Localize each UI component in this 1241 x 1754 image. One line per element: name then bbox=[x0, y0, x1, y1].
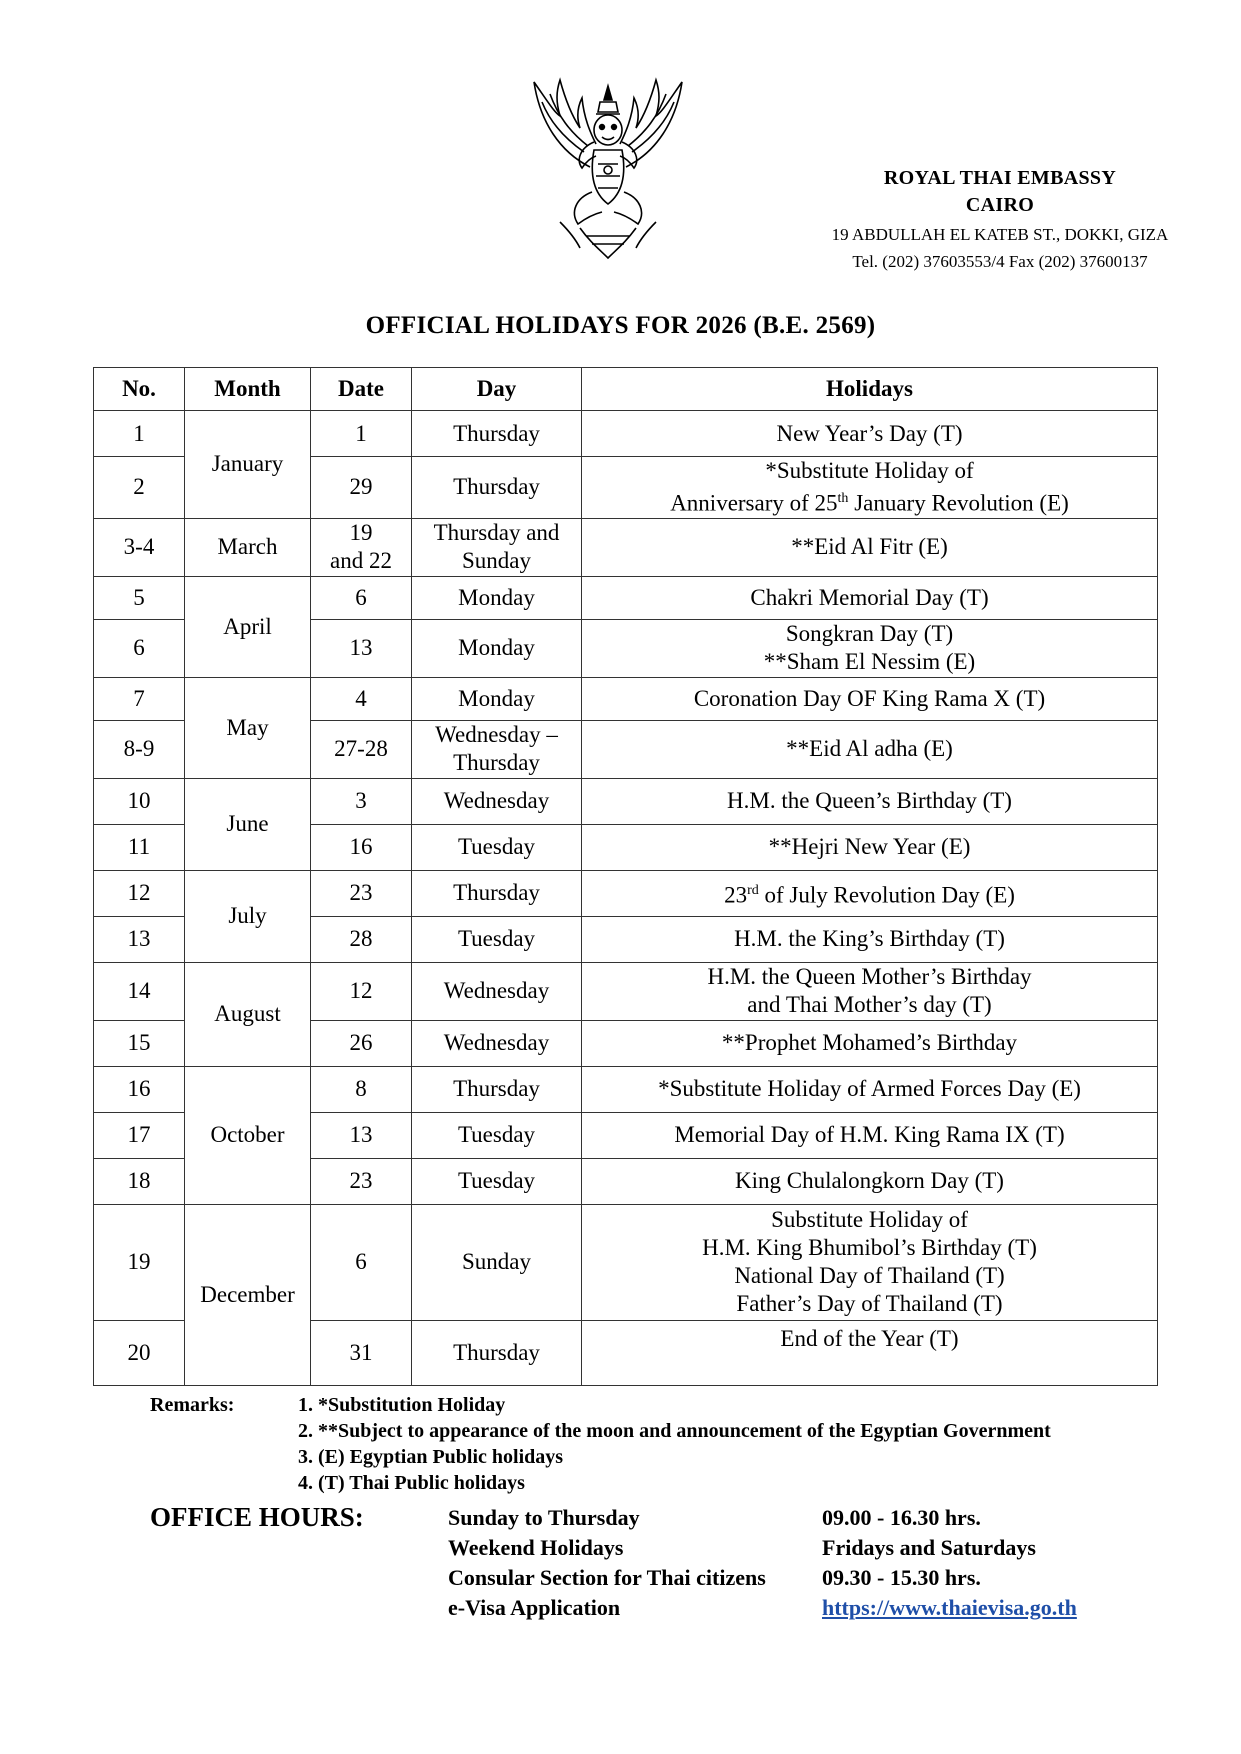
cell-month: January bbox=[185, 411, 311, 519]
ordinal-suffix: th bbox=[837, 491, 849, 506]
cell-day: Sunday bbox=[412, 1204, 582, 1320]
cell-day: Wednesday bbox=[412, 962, 582, 1020]
table-row bbox=[94, 1204, 1158, 1320]
cell-day: Wednesday bbox=[412, 778, 582, 824]
remark-item: 1. *Substitution Holiday bbox=[298, 1394, 506, 1416]
cell-month: December bbox=[185, 1204, 311, 1385]
cell-date: 26 bbox=[311, 1020, 412, 1066]
cell-holiday: *Substitute Holiday of Armed Forces Day (E) bbox=[582, 1066, 1158, 1112]
holiday-text: January Revolution (E) bbox=[848, 490, 1069, 516]
cell-no: 13 bbox=[94, 916, 185, 962]
embassy-city: CAIRO bbox=[965, 194, 1035, 216]
cell-date: 4 bbox=[311, 677, 412, 720]
day-line: Thursday bbox=[453, 750, 540, 776]
cell-month: August bbox=[185, 962, 311, 1066]
cell-day bbox=[412, 518, 582, 576]
table-row bbox=[94, 962, 1158, 1020]
ordinal-suffix: rd bbox=[747, 882, 759, 898]
holiday-line: *Substitute Holiday of bbox=[765, 458, 974, 483]
cell-day: Tuesday bbox=[412, 1158, 582, 1204]
embassy-header bbox=[780, 165, 1220, 273]
column-header-day: Day bbox=[412, 368, 582, 411]
cell-date: 28 bbox=[311, 916, 412, 962]
cell-holiday: Chakri Memorial Day (T) bbox=[582, 576, 1158, 619]
cell-holiday: H.M. the King’s Birthday (T) bbox=[582, 916, 1158, 962]
cell-month: May bbox=[185, 677, 311, 778]
cell-no: 14 bbox=[94, 962, 185, 1020]
cell-holiday bbox=[582, 870, 1158, 916]
cell-holiday: **Eid Al Fitr (E) bbox=[582, 518, 1158, 576]
holiday-line: Songkran Day (T) bbox=[785, 621, 954, 647]
cell-no: 17 bbox=[94, 1112, 185, 1158]
table-row bbox=[94, 677, 1158, 720]
cell-no: 10 bbox=[94, 778, 185, 824]
cell-no: 7 bbox=[94, 677, 185, 720]
cell-date: 6 bbox=[311, 1204, 412, 1320]
evisa-link[interactable]: https://www.thaievisa.go.th bbox=[822, 1595, 1077, 1620]
embassy-name: ROYAL THAI EMBASSY bbox=[883, 167, 1117, 189]
remark-item: 4. (T) Thai Public holidays bbox=[298, 1472, 525, 1494]
holiday-text: 23 bbox=[724, 882, 748, 908]
column-header-month: Month bbox=[185, 368, 311, 411]
cell-holiday: H.M. the Queen’s Birthday (T) bbox=[582, 778, 1158, 824]
cell-date: 12 bbox=[311, 962, 412, 1020]
holiday-text: Anniversary of 25 bbox=[670, 490, 838, 516]
table-row bbox=[94, 576, 1158, 619]
cell-date: 31 bbox=[311, 1320, 412, 1385]
holiday-line bbox=[586, 485, 1153, 518]
cell-no: 16 bbox=[94, 1066, 185, 1112]
cell-month: July bbox=[185, 870, 311, 962]
office-hours-label: OFFICE HOURS: bbox=[150, 1502, 364, 1532]
cell-date: 3 bbox=[311, 778, 412, 824]
holiday-line: Father’s Day of Thailand (T) bbox=[736, 1291, 1003, 1317]
holidays-table bbox=[93, 367, 1158, 1386]
holiday-line: **Sham El Nessim (E) bbox=[763, 649, 976, 675]
cell-holiday: **Hejri New Year (E) bbox=[582, 824, 1158, 870]
embassy-contact: Tel. (202) 37603553/4 Fax (202) 37600137 bbox=[852, 252, 1148, 271]
cell-date: 27-28 bbox=[311, 720, 412, 778]
cell-day: Monday bbox=[412, 576, 582, 619]
holiday-line: Substitute Holiday of bbox=[771, 1207, 968, 1233]
cell-date: 1 bbox=[311, 411, 412, 457]
cell-no: 12 bbox=[94, 870, 185, 916]
column-header-no: No. bbox=[94, 368, 185, 411]
cell-day: Wednesday bbox=[412, 1020, 582, 1066]
cell-day bbox=[412, 720, 582, 778]
cell-holiday: King Chulalongkorn Day (T) bbox=[582, 1158, 1158, 1204]
column-header-holidays: Holidays bbox=[582, 368, 1158, 411]
remarks-label: Remarks: bbox=[150, 1394, 235, 1416]
cell-date: 13 bbox=[311, 619, 412, 677]
cell-day: Thursday bbox=[412, 411, 582, 457]
remark-item: 3. (E) Egyptian Public holidays bbox=[298, 1446, 564, 1468]
office-hours-value: 09.00 - 16.30 hrs. bbox=[822, 1505, 981, 1530]
holiday-line: H.M. the Queen Mother’s Birthday bbox=[707, 964, 1032, 990]
day-line: Thursday and bbox=[433, 520, 560, 546]
office-hours-value: 09.30 - 15.30 hrs. bbox=[822, 1565, 981, 1590]
cell-date: 13 bbox=[311, 1112, 412, 1158]
cell-month: March bbox=[185, 518, 311, 576]
cell-holiday: End of the Year (T) bbox=[582, 1320, 1158, 1385]
garuda-emblem-icon bbox=[520, 72, 696, 262]
cell-no: 19 bbox=[94, 1204, 185, 1320]
cell-no: 20 bbox=[94, 1320, 185, 1385]
cell-month: June bbox=[185, 778, 311, 870]
table-row bbox=[94, 1066, 1158, 1112]
cell-month: April bbox=[185, 576, 311, 677]
holiday-line: H.M. King Bhumibol’s Birthday (T) bbox=[702, 1235, 1037, 1261]
remarks-list bbox=[298, 1392, 1051, 1496]
cell-holiday: Coronation Day OF King Rama X (T) bbox=[582, 677, 1158, 720]
table-row bbox=[94, 778, 1158, 824]
table-row bbox=[94, 411, 1158, 457]
page-title: OFFICIAL HOLIDAYS FOR 2026 (B.E. 2569) bbox=[365, 312, 876, 339]
cell-date: 23 bbox=[311, 1158, 412, 1204]
cell-holiday bbox=[582, 1204, 1158, 1320]
cell-no: 5 bbox=[94, 576, 185, 619]
cell-no: 8-9 bbox=[94, 720, 185, 778]
office-hours-key: Consular Section for Thai citizens bbox=[448, 1565, 766, 1590]
holiday-line: and Thai Mother’s day (T) bbox=[747, 992, 992, 1018]
office-hours-key: Sunday to Thursday bbox=[448, 1505, 640, 1530]
cell-date: 16 bbox=[311, 824, 412, 870]
cell-no: 1 bbox=[94, 411, 185, 457]
cell-day: Thursday bbox=[412, 870, 582, 916]
cell-no: 3-4 bbox=[94, 518, 185, 576]
cell-date: 8 bbox=[311, 1066, 412, 1112]
table-row bbox=[94, 870, 1158, 916]
day-line: Wednesday – bbox=[435, 722, 558, 748]
date-line: and 22 bbox=[330, 548, 392, 574]
cell-holiday bbox=[582, 962, 1158, 1020]
cell-day: Monday bbox=[412, 619, 582, 677]
date-line: 19 bbox=[349, 520, 373, 546]
cell-holiday bbox=[582, 619, 1158, 677]
holiday-line: National Day of Thailand (T) bbox=[734, 1263, 1005, 1289]
cell-holiday bbox=[582, 457, 1158, 519]
cell-holiday: Memorial Day of H.M. King Rama IX (T) bbox=[582, 1112, 1158, 1158]
cell-day: Monday bbox=[412, 677, 582, 720]
cell-no: 11 bbox=[94, 824, 185, 870]
day-line: Sunday bbox=[462, 548, 531, 574]
office-hours-value: Fridays and Saturdays bbox=[822, 1535, 1036, 1560]
cell-date: 29 bbox=[311, 457, 412, 519]
cell-day: Thursday bbox=[412, 1066, 582, 1112]
column-header-date: Date bbox=[311, 368, 412, 411]
cell-date: 23 bbox=[311, 870, 412, 916]
office-hours-key: Weekend Holidays bbox=[448, 1535, 624, 1560]
cell-no: 6 bbox=[94, 619, 185, 677]
holiday-text: of July Revolution Day (E) bbox=[758, 882, 1015, 908]
cell-holiday: New Year’s Day (T) bbox=[582, 411, 1158, 457]
cell-month: October bbox=[185, 1066, 311, 1204]
cell-holiday: **Eid Al adha (E) bbox=[582, 720, 1158, 778]
office-hours-key: e-Visa Application bbox=[448, 1595, 621, 1620]
embassy-address: 19 ABDULLAH EL KATEB ST., DOKKI, GIZA bbox=[831, 225, 1169, 244]
table-header-row bbox=[94, 368, 1158, 411]
table-row bbox=[94, 518, 1158, 576]
cell-no: 18 bbox=[94, 1158, 185, 1204]
remark-item: 2. **Subject to appearance of the moon and announcement of the Egyptian Government bbox=[298, 1420, 1051, 1442]
cell-date: 6 bbox=[311, 576, 412, 619]
cell-no: 15 bbox=[94, 1020, 185, 1066]
cell-no: 2 bbox=[94, 457, 185, 519]
cell-day: Tuesday bbox=[412, 1112, 582, 1158]
cell-day: Tuesday bbox=[412, 916, 582, 962]
evisa-link-wrap bbox=[822, 1595, 1077, 1621]
cell-day: Thursday bbox=[412, 1320, 582, 1385]
cell-holiday: **Prophet Mohamed’s Birthday bbox=[582, 1020, 1158, 1066]
cell-date bbox=[311, 518, 412, 576]
cell-day: Thursday bbox=[412, 457, 582, 519]
cell-day: Tuesday bbox=[412, 824, 582, 870]
